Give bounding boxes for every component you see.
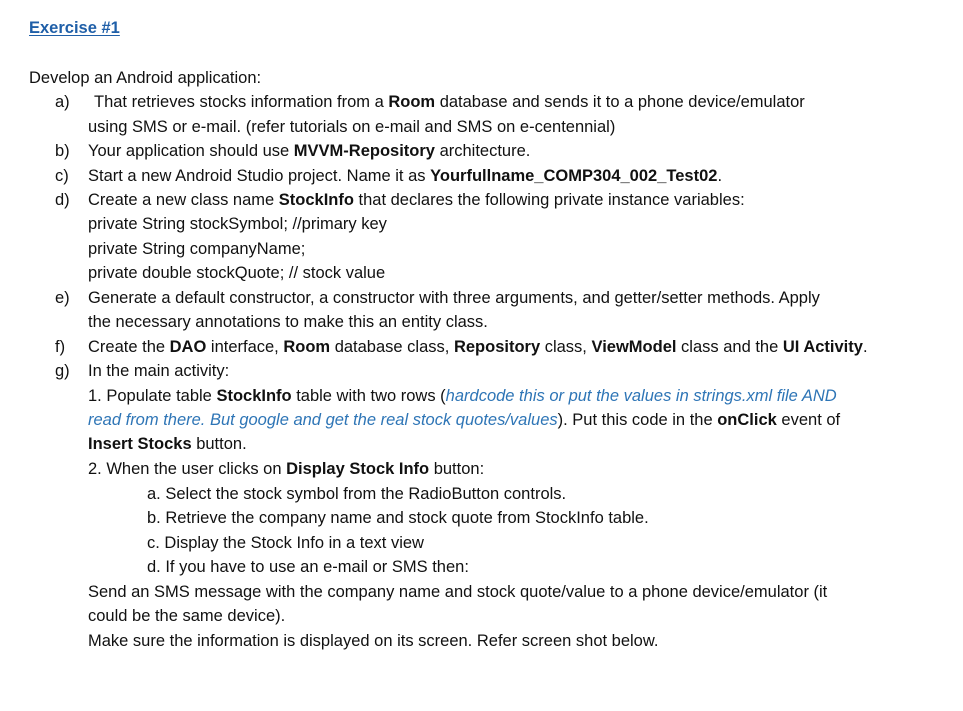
item-f-text xyxy=(88,336,868,358)
text: Your application should use xyxy=(88,142,294,160)
step-1-line-2 xyxy=(88,409,840,431)
bold-text: Insert Stocks xyxy=(88,435,192,453)
item-e-line-1: Generate a default constructor, a constructor with three arguments, and getter/setter methods. Apply xyxy=(88,289,820,307)
text: table with two rows ( xyxy=(291,387,446,405)
text: . xyxy=(862,338,868,356)
item-d-code-2: private String companyName; xyxy=(88,240,306,258)
bold-text: Yourfullname_COMP304_002_Test02 xyxy=(430,167,718,185)
text: database class, xyxy=(330,338,454,356)
text: 2. When the user clicks on xyxy=(88,460,287,478)
substep-d: d. If you have to use an e-mail or SMS then: xyxy=(147,558,469,576)
italic-note: hardcode this or put the values in strings.xml file AND xyxy=(445,387,837,405)
item-c-text xyxy=(88,165,722,187)
item-e-marker: e) xyxy=(55,289,70,307)
text: button. xyxy=(191,435,247,453)
bold-text: StockInfo xyxy=(216,387,292,405)
item-d-code-3: private double stockQuote; // stock value xyxy=(88,264,386,282)
item-e-line-2: the necessary annotations to make this an entity class. xyxy=(88,313,488,331)
final-line: Make sure the information is displayed on its screen. Refer screen shot below. xyxy=(88,632,659,650)
item-a-line-1 xyxy=(94,91,805,113)
send-line-1: Send an SMS message with the company name and stock quote/value to a phone device/emulator (it xyxy=(88,583,828,601)
bold-text: onClick xyxy=(717,411,777,429)
bold-text: ViewModel xyxy=(591,338,677,356)
bold-text: UI Activity xyxy=(782,338,863,356)
text: class and the xyxy=(676,338,783,356)
text: database and sends it to a phone device/emulator xyxy=(435,93,805,111)
bold-text: DAO xyxy=(169,338,207,356)
text: . xyxy=(717,167,723,185)
step-2-line xyxy=(88,458,484,480)
bold-text: StockInfo xyxy=(278,191,354,209)
bold-text: Display Stock Info xyxy=(286,460,430,478)
step-1-line-3 xyxy=(88,433,247,455)
intro-text: Develop an Android application: xyxy=(29,69,262,87)
item-f-marker: f) xyxy=(55,338,66,356)
bold-text: MVVM-Repository xyxy=(293,142,435,160)
italic-note: read from there. But google and get the real stock quotes/values xyxy=(88,411,558,429)
text: Create the xyxy=(88,338,170,356)
item-d-code-1: private String stockSymbol; //primary key xyxy=(88,215,387,233)
item-a-marker: a) xyxy=(55,93,70,111)
text: That retrieves stocks information from a xyxy=(94,93,389,111)
item-g-marker: g) xyxy=(55,362,70,380)
item-a-line-2: using SMS or e-mail. (refer tutorials on e-mail and SMS on e-centennial) xyxy=(88,118,616,136)
item-d-text xyxy=(88,189,745,211)
item-d-marker: d) xyxy=(55,191,70,209)
text: interface, xyxy=(206,338,284,356)
item-c-marker: c) xyxy=(55,167,69,185)
text: button: xyxy=(429,460,485,478)
text: Start a new Android Studio project. Name it as xyxy=(88,167,431,185)
bold-text: Room xyxy=(388,93,436,111)
bold-text: Room xyxy=(283,338,331,356)
item-b-text xyxy=(88,140,530,162)
text: ). Put this code in the xyxy=(557,411,718,429)
text: 1. Populate table xyxy=(88,387,217,405)
send-line-2: could be the same device). xyxy=(88,607,286,625)
step-1-line-1 xyxy=(88,385,837,407)
exercise-heading: Exercise #1 xyxy=(29,19,120,37)
text: event of xyxy=(776,411,841,429)
substep-b: b. Retrieve the company name and stock quote from StockInfo table. xyxy=(147,509,649,527)
bold-text: Repository xyxy=(453,338,541,356)
text: architecture. xyxy=(434,142,531,160)
substep-c: c. Display the Stock Info in a text view xyxy=(147,534,424,552)
substep-a: a. Select the stock symbol from the RadioButton controls. xyxy=(147,485,567,503)
item-g-line-1: In the main activity: xyxy=(88,362,230,380)
text: Create a new class name xyxy=(88,191,279,209)
text: class, xyxy=(540,338,592,356)
item-b-marker: b) xyxy=(55,142,70,160)
text: that declares the following private instance variables: xyxy=(353,191,745,209)
